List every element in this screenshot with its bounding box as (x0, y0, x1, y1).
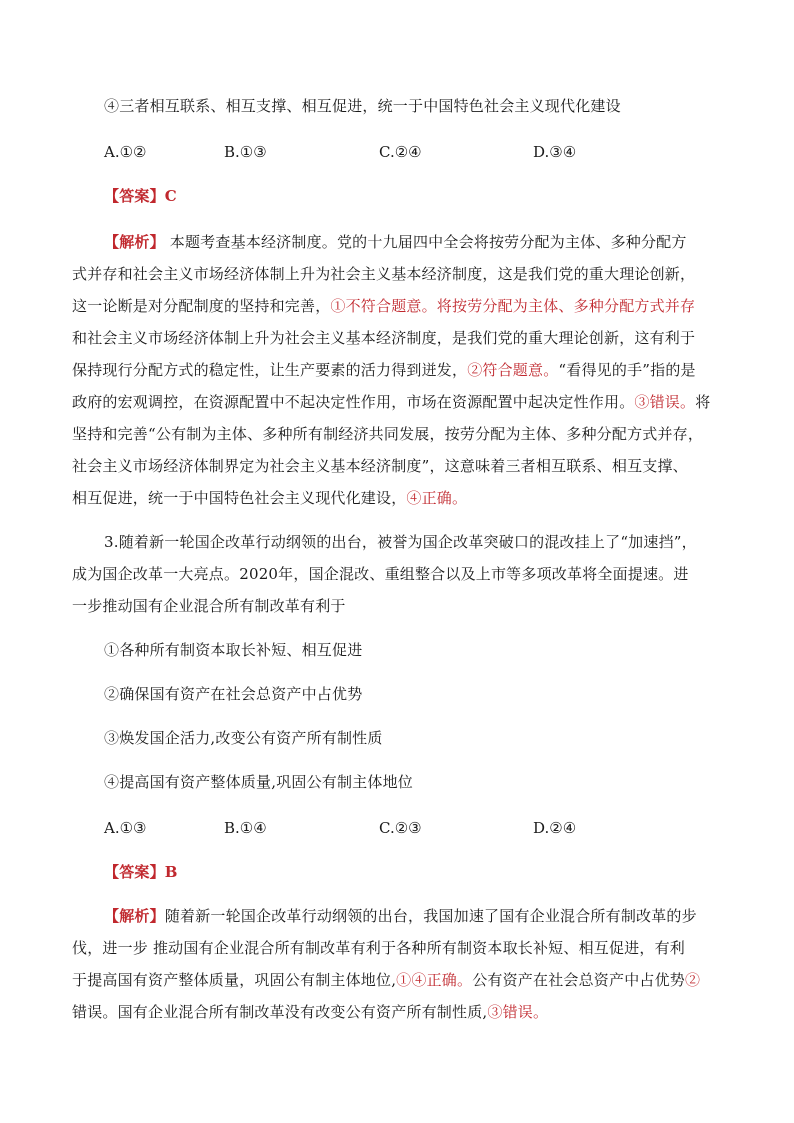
q3-stem-line-1: 3.随着新一轮国企改革行动纲领的出台，被誉为国企改革突破口的混改挂上了“加速挡”， (104, 533, 697, 551)
q2-analysis-text-6a: 政府的宏观调控，在资源配置中不起决定性作用，市场在资源配置中起决定性作用。 (72, 393, 635, 411)
q2-analysis-line-9 (72, 488, 467, 508)
q3-analysis-text-3c: 公有资产在社会总资产中占优势 (472, 971, 685, 989)
q3-item-1: ①各种所有制资本取长补短、相互促进 (104, 641, 363, 659)
q3-analysis-line-2: 伐，进一步 推动国有企业混合所有制改革有利于各种所有制资本取长补短、相互促进，有利 (72, 939, 685, 957)
q2-analysis-line-5 (72, 360, 696, 380)
q2-analysis-text-1: 本题考查基本经济制度。党的十九届四中全会将按劳分配为主体、多种分配方 (169, 233, 687, 251)
q3-analysis-text-3a: 于提高国有资产整体质量，巩固公有制主体地位, (72, 971, 397, 989)
q3-stem-line-2: 成为国企改革一大亮点。2020年，国企混改、重组整合以及上市等多项改革将全面提速。进 (72, 565, 689, 583)
q2-answer: 【答案】C (104, 187, 177, 205)
q3-analysis-line-1 (104, 906, 697, 926)
q3-item-2: ②确保国有资产在社会总资产中占优势 (104, 685, 363, 703)
q3-analysis-text-3b: ①④正确。 (396, 971, 473, 989)
q3-item-4: ④提高国有资产整体质量,巩固公有制主体地位 (104, 773, 413, 791)
q3-option-d: D.②④ (533, 819, 577, 837)
q3-analysis-text-4b: ③错误。 (487, 1003, 549, 1021)
q2-analysis-line-6 (72, 392, 710, 412)
q2-analysis-text-5c: “看得见的手”指的是 (558, 361, 696, 379)
q3-item-3: ③焕发国企活力,改变公有资产所有制性质 (104, 729, 383, 747)
q2-analysis-text-5b: ②符合题意。 (467, 361, 559, 379)
q2-analysis-text-6c: 将 (695, 393, 711, 411)
q2-analysis-text-3b: ①不符合题意。将按劳分配为主体、多种分配方式并存 (330, 297, 696, 315)
q3-analysis-text-1: 随着新一轮国企改革行动纲领的出台，我国加速了国有企业混合所有制改革的步 (164, 907, 697, 925)
q3-option-b: B.①④ (224, 819, 267, 837)
q2-option-a: A.①② (104, 143, 147, 161)
q2-option-b: B.①③ (224, 143, 267, 161)
q2-analysis-label: 【解析】 (104, 233, 165, 251)
q3-analysis-line-4 (72, 1002, 548, 1022)
q2-analysis-line-2: 式并存和社会主义市场经济体制上升为社会主义基本经济制度，这是我们党的重大理论创新， (72, 265, 696, 283)
q3-stem-line-3: 一步推动国有企业混合所有制改革有利于 (72, 597, 346, 615)
q3-analysis-label: 【解析】 (104, 907, 165, 925)
q3-option-a: A.①③ (104, 819, 147, 837)
q3-analysis-line-3 (72, 970, 700, 990)
q2-option-c: C.②④ (379, 143, 422, 161)
q3-analysis-text-4a: 错误。国有企业混合所有制改革没有改变公有资产所有制性质, (72, 1003, 488, 1021)
q2-option-d: D.③④ (533, 143, 577, 161)
q2-analysis-text-5a: 保持现行分配方式的稳定性，让生产要素的活力得到迸发， (72, 361, 468, 379)
q2-analysis-line-3 (72, 296, 695, 316)
q2-item-4: ④三者相互联系、相互支撑、相互促进，统一于中国特色社会主义现代化建设 (104, 97, 621, 115)
q2-analysis-text-6b: ③错误。 (634, 393, 696, 411)
q2-analysis-text-3a: 这一论断是对分配制度的坚持和完善， (72, 297, 331, 315)
q3-analysis-text-3d: ② (685, 971, 701, 989)
q3-option-c: C.②③ (379, 819, 422, 837)
q2-analysis-line-7: 坚持和完善“公有制为主体、多种所有制经济共同发展，按劳分配为主体、多种分配方式并存， (72, 425, 704, 443)
q2-analysis-line-8: 社会主义市场经济体制界定为社会主义基本经济制度”，这意味着三者相互联系、相互支撑、 (72, 457, 688, 475)
q2-analysis-text-9b: ④正确。 (406, 489, 468, 507)
q2-analysis-line-1 (104, 232, 687, 252)
q3-answer: 【答案】B (104, 863, 178, 881)
q2-analysis-text-9a: 相互促进，统一于中国特色社会主义现代化建设， (72, 489, 407, 507)
q2-analysis-line-4: 和社会主义市场经济体制上升为社会主义基本经济制度，是我们党的重大理论创新，这有利于 (72, 329, 696, 347)
